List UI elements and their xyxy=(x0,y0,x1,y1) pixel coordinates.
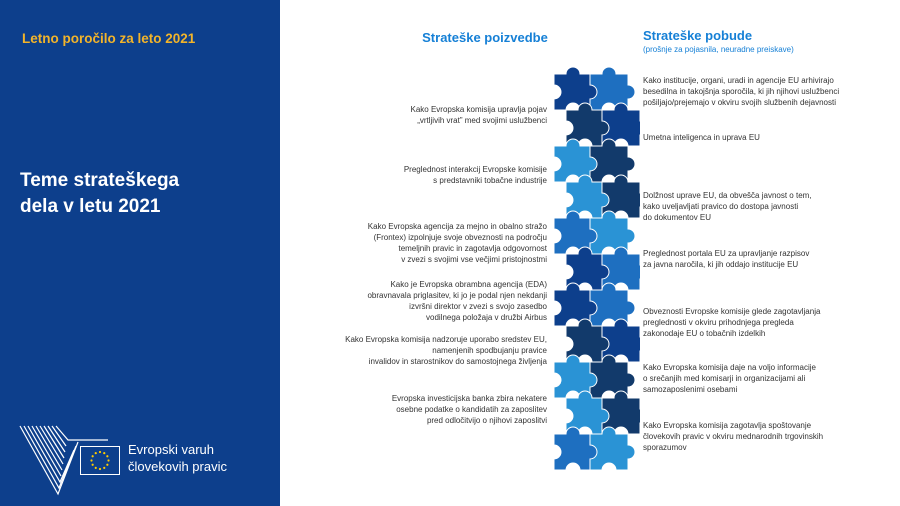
inquiry-item-line: v zvezi s svojimi vse večjimi pristojnostmi xyxy=(401,255,547,264)
inquiry-item-line: osebne podatke o kandidatih za zaposlitev xyxy=(396,405,547,414)
initiative-item-line: Kako Evropska komisija daje na voljo informacije xyxy=(643,363,816,372)
eu-flag-icon xyxy=(80,446,120,475)
initiative-item-line: Kako Evropska komisija zagotavlja spoštovanje xyxy=(643,421,812,430)
page-title-line-2: dela v letu 2021 xyxy=(20,196,161,217)
inquiry-item-line: temeljnih pravic in zagotavlja odgovornost xyxy=(398,244,547,253)
initiatives-subheading: (prošnje za pojasnila, neuradne preiskave) xyxy=(643,45,794,54)
inquiry-item-line: „vrtljivih vrat” med svojimi uslužbenci xyxy=(417,116,547,125)
eu-star-icon xyxy=(103,467,105,469)
initiative-item-line: zakonodaje EU o tobačnih izdelkih xyxy=(643,329,766,338)
logo-text-line-2: človekovih pravic xyxy=(128,459,227,474)
eu-star-icon xyxy=(99,451,101,453)
inquiry-item-line: invalidov in starostnikov do samostojnega življenja xyxy=(368,357,547,366)
eu-star-icon xyxy=(106,464,108,466)
eu-star-icon xyxy=(107,459,109,461)
initiative-item xyxy=(643,248,878,270)
initiative-item xyxy=(643,75,878,108)
logo-text-line-1: Evropski varuh xyxy=(128,442,214,457)
page-title-line-1: Teme strateškega xyxy=(20,170,180,191)
eu-star-icon xyxy=(95,452,97,454)
inquiry-item-line: obravnavala priglasitev, ki jo je podal njen nekdanji xyxy=(367,291,547,300)
initiative-item-line: besedilna in takojšnja sporočila, ki jih njihovi uslužbenci xyxy=(643,87,840,96)
initiative-item-line: človekovih pravic v okviru mednarodnih trgovinskih xyxy=(643,432,824,441)
inquiry-item xyxy=(302,393,547,426)
inquiries-heading: Strateške poizvedbe xyxy=(422,30,548,45)
initiative-item xyxy=(643,420,878,453)
initiatives-heading: Strateške pobude xyxy=(643,28,753,43)
eu-star-icon xyxy=(106,455,108,457)
initiative-item-line: Dolžnost uprave EU, da obvešča javnost o tem, xyxy=(643,191,812,200)
inquiry-item-line: (Frontex) izpolnjuje svoje obveznosti na področju xyxy=(373,233,547,242)
eu-star-icon xyxy=(90,459,92,461)
initiative-item-line: preglednosti v okviru prihodnjega pregleda xyxy=(643,318,794,327)
initiative-item-line: kako uveljavljati pravico do dostopa javnosti xyxy=(643,202,799,211)
page-title xyxy=(20,168,260,220)
ombudsman-logo xyxy=(18,422,258,500)
inquiry-item xyxy=(302,334,547,367)
eu-star-icon xyxy=(103,452,105,454)
initiative-item xyxy=(643,306,878,339)
eu-star-icon xyxy=(92,464,94,466)
inquiry-item-line: vodilnega položaja v družbi Airbus xyxy=(426,313,547,322)
initiative-item xyxy=(643,362,878,395)
inquiry-item-line: s predstavniki tobačne industrije xyxy=(433,176,547,185)
initiative-item-line: sporazumov xyxy=(643,443,687,452)
initiative-item xyxy=(643,190,878,223)
inquiry-item-line: izvršni direktor v zvezi s svojo zasedbo xyxy=(409,302,547,311)
initiative-item-line: Preglednost portala EU za upravljanje razpisov xyxy=(643,249,810,258)
inquiry-item-line: Kako je Evropska obrambna agencija (EDA) xyxy=(390,280,547,289)
report-title: Letno poročilo za leto 2021 xyxy=(22,31,196,46)
eu-star-icon xyxy=(95,467,97,469)
sidebar-panel xyxy=(0,0,280,506)
initiative-item-line: Obveznosti Evropske komisije glede zagotavljanja xyxy=(643,307,821,316)
inquiry-item-line: Kako Evropska komisija upravlja pojav xyxy=(410,105,547,114)
inquiry-item xyxy=(302,164,547,186)
inquiry-item xyxy=(302,104,547,126)
inquiry-item-line: Kako Evropska agencija za mejno in obalno stražo xyxy=(367,222,547,231)
initiative-item-line: Umetna inteligenca in uprava EU xyxy=(643,133,760,142)
inquiry-item xyxy=(302,221,547,265)
inquiry-item-line: Evropska investicijska banka zbira nekatere xyxy=(391,394,547,403)
inquiry-item-line: pred odločitvijo o njihovi zaposlitvi xyxy=(426,416,547,425)
inquiry-item-line: namenjenih spodbujanju pravice xyxy=(432,346,547,355)
initiative-item-line: o srečanjih med komisarji in organizacijami ali xyxy=(643,374,806,383)
eu-star-icon xyxy=(99,468,101,470)
initiative-item xyxy=(643,132,878,143)
initiative-item-line: Kako institucije, organi, uradi in agencije EU arhivirajo xyxy=(643,76,834,85)
inquiry-item-line: Preglednost interakcij Evropske komisije xyxy=(403,165,547,174)
initiative-item-line: samozaposlenimi osebami xyxy=(643,385,738,394)
inquiry-item xyxy=(302,279,547,323)
initiative-item-line: pošiljajo/prejemajo v okviru svojih službenih dejavnosti xyxy=(643,98,836,107)
inquiry-item-line: Kako Evropska komisija nadzoruje uporabo sredstev EU, xyxy=(345,335,547,344)
logo-text xyxy=(128,441,227,475)
eu-star-icon xyxy=(92,455,94,457)
initiative-item-line: za javna naročila, ki jih oddajo institucije EU xyxy=(643,260,799,269)
puzzle-column-graphic xyxy=(540,66,640,486)
puzzle-piece-icon xyxy=(590,67,635,110)
initiative-item-line: do dokumentov EU xyxy=(643,213,712,222)
